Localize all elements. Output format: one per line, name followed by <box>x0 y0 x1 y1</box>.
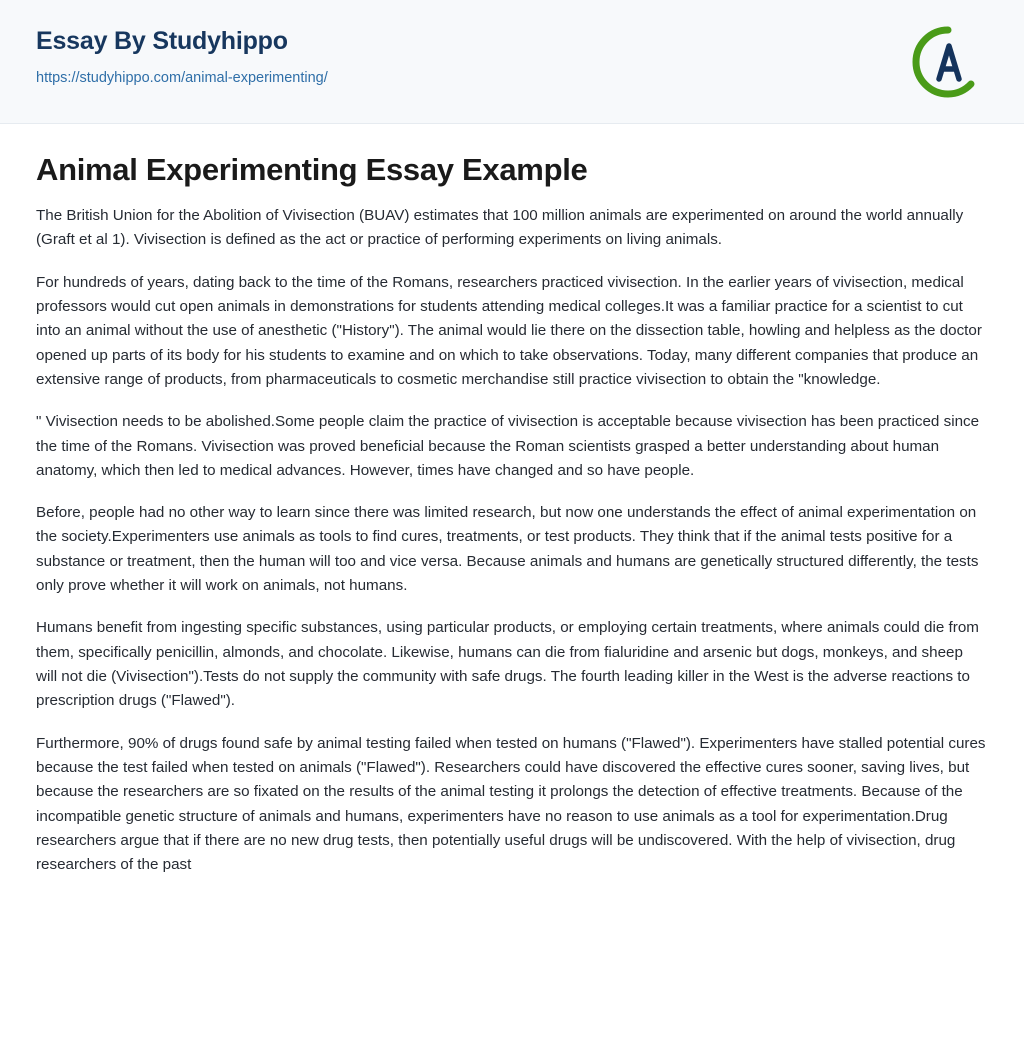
article-body <box>0 124 1024 918</box>
source-url-link[interactable]: https://studyhippo.com/animal-experimenting/ <box>36 69 328 86</box>
paragraph: Furthermore, 90% of drugs found safe by animal testing failed when tested on humans ("Flawed"). Experimenters have stalled potential cures because the test failed when tested on animals ("Flawed"). Researchers could have discovered the effective cures sooner, saving lives, but because the researchers are so fixated on the results of the animal testing it prolongs the detection of effective treatments. Because of the incompatible genetic structure of animals and humans, experimenters have no reason to use animals as a tool for experimentation.Drug researchers argue that if there are no new drug tests, then potentially useful drugs will be undiscovered. With the help of vivisection, drug researchers of the past <box>36 734 986 874</box>
paragraph: The British Union for the Abolition of Vivisection (BUAV) estimates that 100 million animals are experimented on around the world annually (Graft et al 1). Vivisection is defined as the act or practice of performing experiments on living animals. <box>36 207 964 249</box>
studyhippo-circle-a-logo-icon <box>908 22 988 102</box>
paragraph: For hundreds of years, dating back to the time of the Romans, researchers practiced vivisection. In the earlier years of vivisection, medical professors would cut open animals in demonstrations for students attending medical colleges.It was a familiar practice for a scientist to cut into an animal without the use of anesthetic ("History"). The animal would lie there on the dissection table, howling and helpless as the doctor opened up parts of its body for his students to examine and on which to take observations. Today, many different companies that produce an extensive range of products, from pharmaceuticals to cosmetic merchandise still practice vivisection to obtain the "knowledge. <box>36 273 982 388</box>
paragraph: Humans benefit from ingesting specific substances, using particular products, or employing certain treatments, where animals could die from them, specifically penicillin, almonds, and chocolate. Likewise, humans can die from fialuridine and arsenic but dogs, monkeys, and sheep will not die (Vivisection").Tests do not supply the community with safe drugs. The fourth leading killer in the West is the adverse reactions to prescription drugs ("Flawed"). <box>36 619 979 710</box>
site-brand-title: Essay By Studyhippo <box>36 27 288 55</box>
page-title: Animal Experimenting Essay Example <box>36 152 588 187</box>
paragraph: Before, people had no other way to learn since there was limited research, but now one understands the effect of animal experimentation on the society.Experimenters use animals as tools to find cures, treatments, or test products. They think that if the animal tests positive for a substance or treatment, then the human will too and vice versa. Because animals and humans are genetically structured differently, the tests only prove whether it will work on animals, not humans. <box>36 504 979 595</box>
paragraph: " Vivisection needs to be abolished.Some people claim the practice of vivisection is acceptable because vivisection has been practiced since the time of the Romans. Vivisection was proved beneficial because the Roman scientists grasped a better understanding about human anatomy, which then led to medical advances. However, times have changed and so have people. <box>36 413 980 479</box>
site-header <box>0 0 1024 124</box>
